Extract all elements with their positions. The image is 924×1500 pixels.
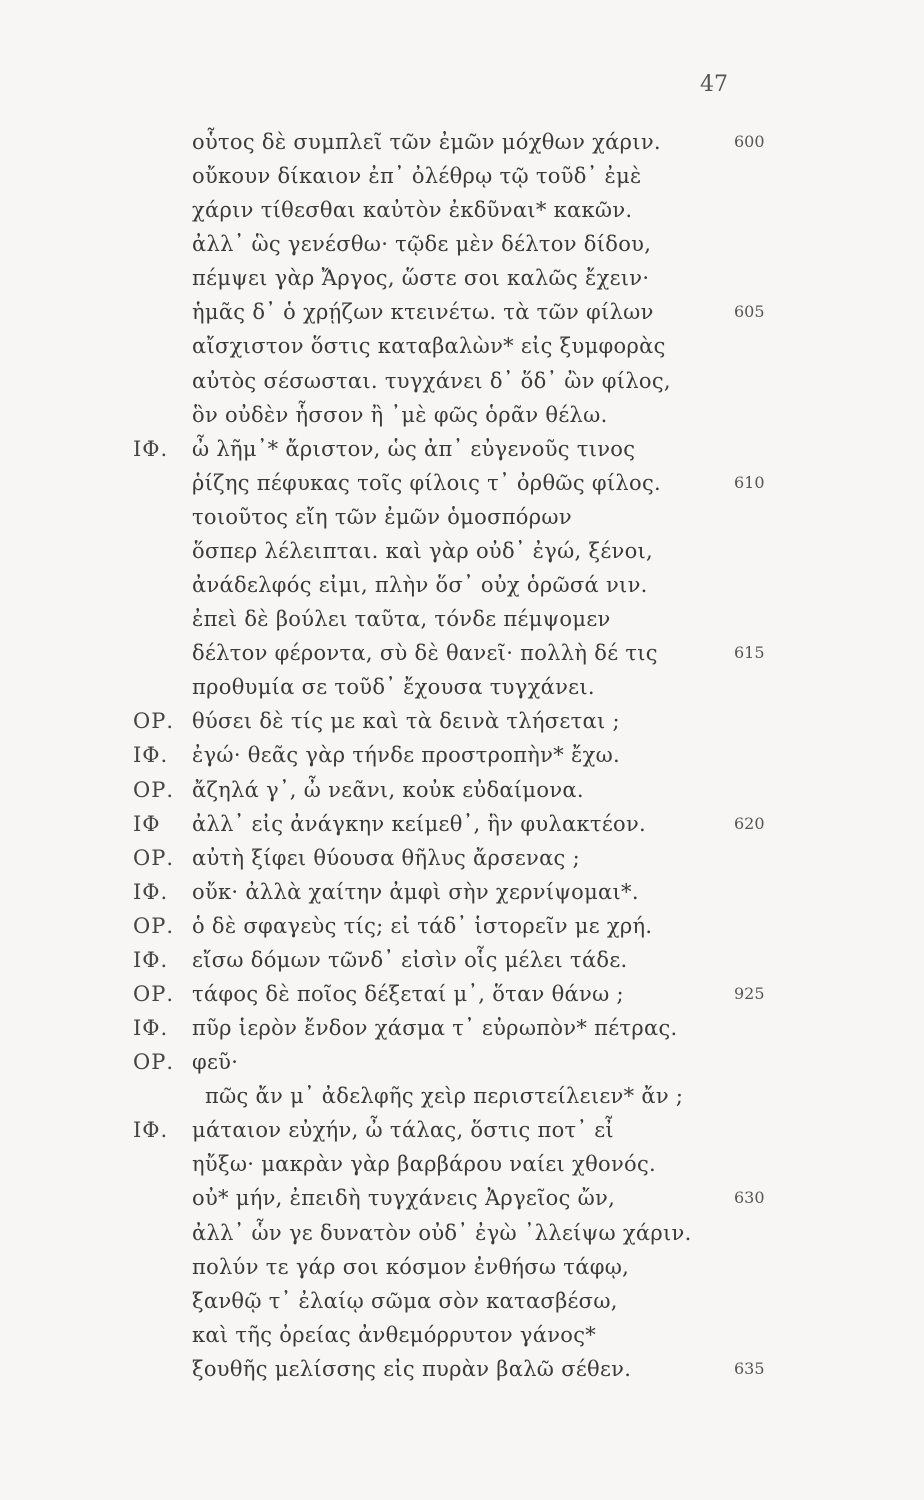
verse-line — [0, 1186, 924, 1220]
line-number: 615 — [734, 643, 765, 663]
verse-line — [0, 778, 924, 812]
verse-text: τάφος δὲ ποῖος δέξεταί μ᾽, ὅταν θάνω ; — [192, 982, 624, 1006]
verse-text: χάριν τίθεσθαι καὐτὸν ἐκδῦναι* κακῶν. — [192, 198, 633, 223]
verse-line — [0, 1323, 924, 1357]
verse-line — [0, 300, 924, 334]
verse-line — [0, 675, 924, 709]
verse-line — [0, 743, 924, 777]
speaker-label: ΙΦ. — [133, 743, 169, 768]
verse-line — [0, 266, 924, 300]
verse-line — [0, 982, 924, 1016]
line-number: 630 — [734, 1188, 765, 1208]
verse-text: πῶς ἄν μ᾽ ἀδελφῆς χεὶρ περιστείλειεν* ἄν ; — [205, 1084, 684, 1109]
line-number: 610 — [734, 472, 765, 492]
verse-line — [0, 641, 924, 675]
verse-text: ῥίζης πέφυκας τοῖς φίλοις τ᾽ ὀρθῶς φίλος. — [192, 470, 661, 495]
verse-line — [0, 709, 924, 743]
verse-text: οὔκ· ἀλλὰ χαίτην ἀμφὶ σὴν χερνίψομαι*. — [192, 879, 639, 904]
verse-text: οὐ* μήν, ἐπειδὴ τυγχάνεις Ἀργεῖος ὤν, — [192, 1186, 616, 1211]
verse-text: εἴσω δόμων τῶνδ᾽ εἰσὶν οἷς μέλει τάδε. — [192, 947, 628, 972]
verse-line — [0, 846, 924, 880]
verse-text: ὃν οὐδὲν ἧσσον ἢ ᾽μὲ φῶς ὁρᾶν θέλω. — [192, 402, 608, 427]
speaker-label: ΙΦ. — [133, 879, 169, 904]
verse-text: ἀλλ᾽ ὣς γενέσθω· τῷδε μὲν δέλτον δίδου, — [192, 232, 652, 257]
page-number: 47 — [700, 72, 728, 97]
verse-text: αὐτὸς σέσωσται. τυγχάνει δ᾽ ὅδ᾽ ὢν φίλος, — [192, 368, 671, 393]
verse-line — [0, 1016, 924, 1050]
verse-line — [0, 539, 924, 573]
verse-text: προθυμία σε τοῦδ᾽ ἔχουσα τυγχάνει. — [192, 675, 595, 700]
verse-text: μάταιον εὐχήν, ὦ τάλας, ὅστις ποτ᾽ εἶ — [192, 1118, 614, 1143]
speaker-label: ΙΦ — [133, 811, 161, 836]
verse-line — [0, 914, 924, 948]
line-number: 925 — [734, 984, 765, 1003]
verse-text: πῦρ ἱερὸν ἔνδον χάσμα τ᾽ εὐρωπὸν* πέτρας. — [192, 1016, 678, 1041]
verse-text: δέλτον φέροντα, σὺ δὲ θανεῖ· πολλὴ δέ τις — [192, 641, 658, 666]
verse-text: ἀλλ᾽ εἰς ἀνάγκην κείμεθ᾽, ἣν φυλακτέον. — [192, 811, 647, 836]
verse-text: ἐγώ· θεᾶς γὰρ τήνδε προστροπὴν* ἔχω. — [192, 743, 621, 768]
verse-text: ηὔξω· μακρὰν γὰρ βαρβάρου ναίει χθονός. — [192, 1152, 657, 1177]
verse-text: ἀνάδελφός εἰμι, πλὴν ὅσ᾽ οὐχ ὁρῶσά νιν. — [192, 573, 648, 598]
line-number: 620 — [734, 813, 765, 833]
verse-line — [0, 198, 924, 232]
speaker-label: ΟΡ. — [133, 777, 175, 802]
verse-text: πολύν τε γάρ σοι κόσμον ἐνθήσω τάφῳ, — [192, 1254, 630, 1279]
line-number: 605 — [734, 302, 765, 322]
verse-line — [0, 505, 924, 539]
verse-text: οὔκουν δίκαιον ἐπ᾽ ὀλέθρῳ τῷ τοῦδ᾽ ἐμὲ — [192, 164, 642, 189]
verse-line — [0, 1357, 924, 1391]
verse-line — [0, 1084, 924, 1118]
verse-line — [0, 607, 924, 641]
verse-line — [0, 573, 924, 607]
line-number: 635 — [734, 1358, 765, 1378]
verse-text: ἄζηλά γ᾽, ὦ νεᾶνι, κοὐκ εὐδαίμονα. — [192, 777, 584, 802]
verse-text: αἴσχιστον ὅστις καταβαλὼν* εἰς ξυμφορὰς — [192, 334, 666, 359]
verse-text: ξανθῷ τ᾽ ἐλαίῳ σῶμα σὸν κατασβέσω, — [192, 1288, 618, 1313]
speaker-label: ΟΡ. — [133, 982, 175, 1006]
verse-line — [0, 1050, 924, 1084]
speaker-label: ΙΦ. — [133, 947, 169, 972]
verse-text: τοιοῦτος εἴη τῶν ἐμῶν ὁμοσπόρων — [192, 504, 572, 529]
verse-text: καὶ τῆς ὀρείας ἀνθεμόρρυτον γάνος* — [192, 1322, 597, 1347]
verse-line — [0, 1118, 924, 1152]
verse-text: φεῦ· — [192, 1050, 239, 1075]
verse-line — [0, 948, 924, 982]
verse-line — [0, 369, 924, 403]
verse-text: πέμψει γὰρ Ἄργος, ὥστε σοι καλῶς ἔχειν· — [192, 266, 650, 291]
line-number: 600 — [734, 132, 765, 151]
verse-text: οὗτος δὲ συμπλεῖ τῶν ἐμῶν μόχθων χάριν. — [192, 130, 661, 154]
verse-line — [0, 164, 924, 198]
speaker-label: ΟΡ. — [133, 845, 175, 870]
speaker-label: ΙΦ. — [133, 436, 169, 461]
verse-text: ξουθῆς μελίσσης εἰς πυρὰν βαλῶ σέθεν. — [192, 1356, 632, 1381]
speaker-label: ΟΡ. — [133, 1050, 175, 1075]
verse-text: ἐπεὶ δὲ βούλει ταῦτα, τόνδε πέμψομεν — [192, 607, 611, 632]
verse-text: αὐτὴ ξίφει θύουσα θῆλυς ἄρσενας ; — [192, 845, 580, 870]
verse-line — [0, 232, 924, 266]
verse-text: ἡμᾶς δ᾽ ὁ χρῄζων κτεινέτω. τὰ τῶν φίλων — [192, 300, 654, 325]
speaker-label: ΙΦ. — [133, 1118, 169, 1143]
verse-line — [0, 334, 924, 368]
verse-text: θύσει δὲ τίς με καὶ τὰ δεινὰ τλήσεται ; — [192, 709, 620, 734]
verse-text: ἀλλ᾽ ὧν γε δυνατὸν οὐδ᾽ ἐγὼ ᾽λλείψω χάριν. — [192, 1220, 692, 1245]
verse-line — [0, 471, 924, 505]
verse-line — [0, 437, 924, 471]
verse-line — [0, 1152, 924, 1186]
verse-line — [0, 812, 924, 846]
speaker-label: ΙΦ. — [133, 1016, 169, 1041]
verse-text: ὅσπερ λέλειπται. καὶ γὰρ οὐδ᾽ ἐγώ, ξένοι, — [192, 538, 654, 563]
verse-text: ὦ λῆμ᾽* ἄριστον, ὡς ἀπ᾽ εὐγενοῦς τινος — [192, 436, 636, 461]
verse-line — [0, 880, 924, 914]
verse-line — [0, 403, 924, 437]
verse-line — [0, 130, 924, 164]
speaker-label: ΟΡ. — [133, 709, 175, 734]
speaker-label: ΟΡ. — [133, 913, 175, 938]
verse-text: ὁ δὲ σφαγεὺς τίς; εἰ τάδ᾽ ἱστορεῖν με χρή. — [192, 913, 653, 938]
verse-line — [0, 1289, 924, 1323]
verse-line — [0, 1255, 924, 1289]
verse-line — [0, 1221, 924, 1255]
